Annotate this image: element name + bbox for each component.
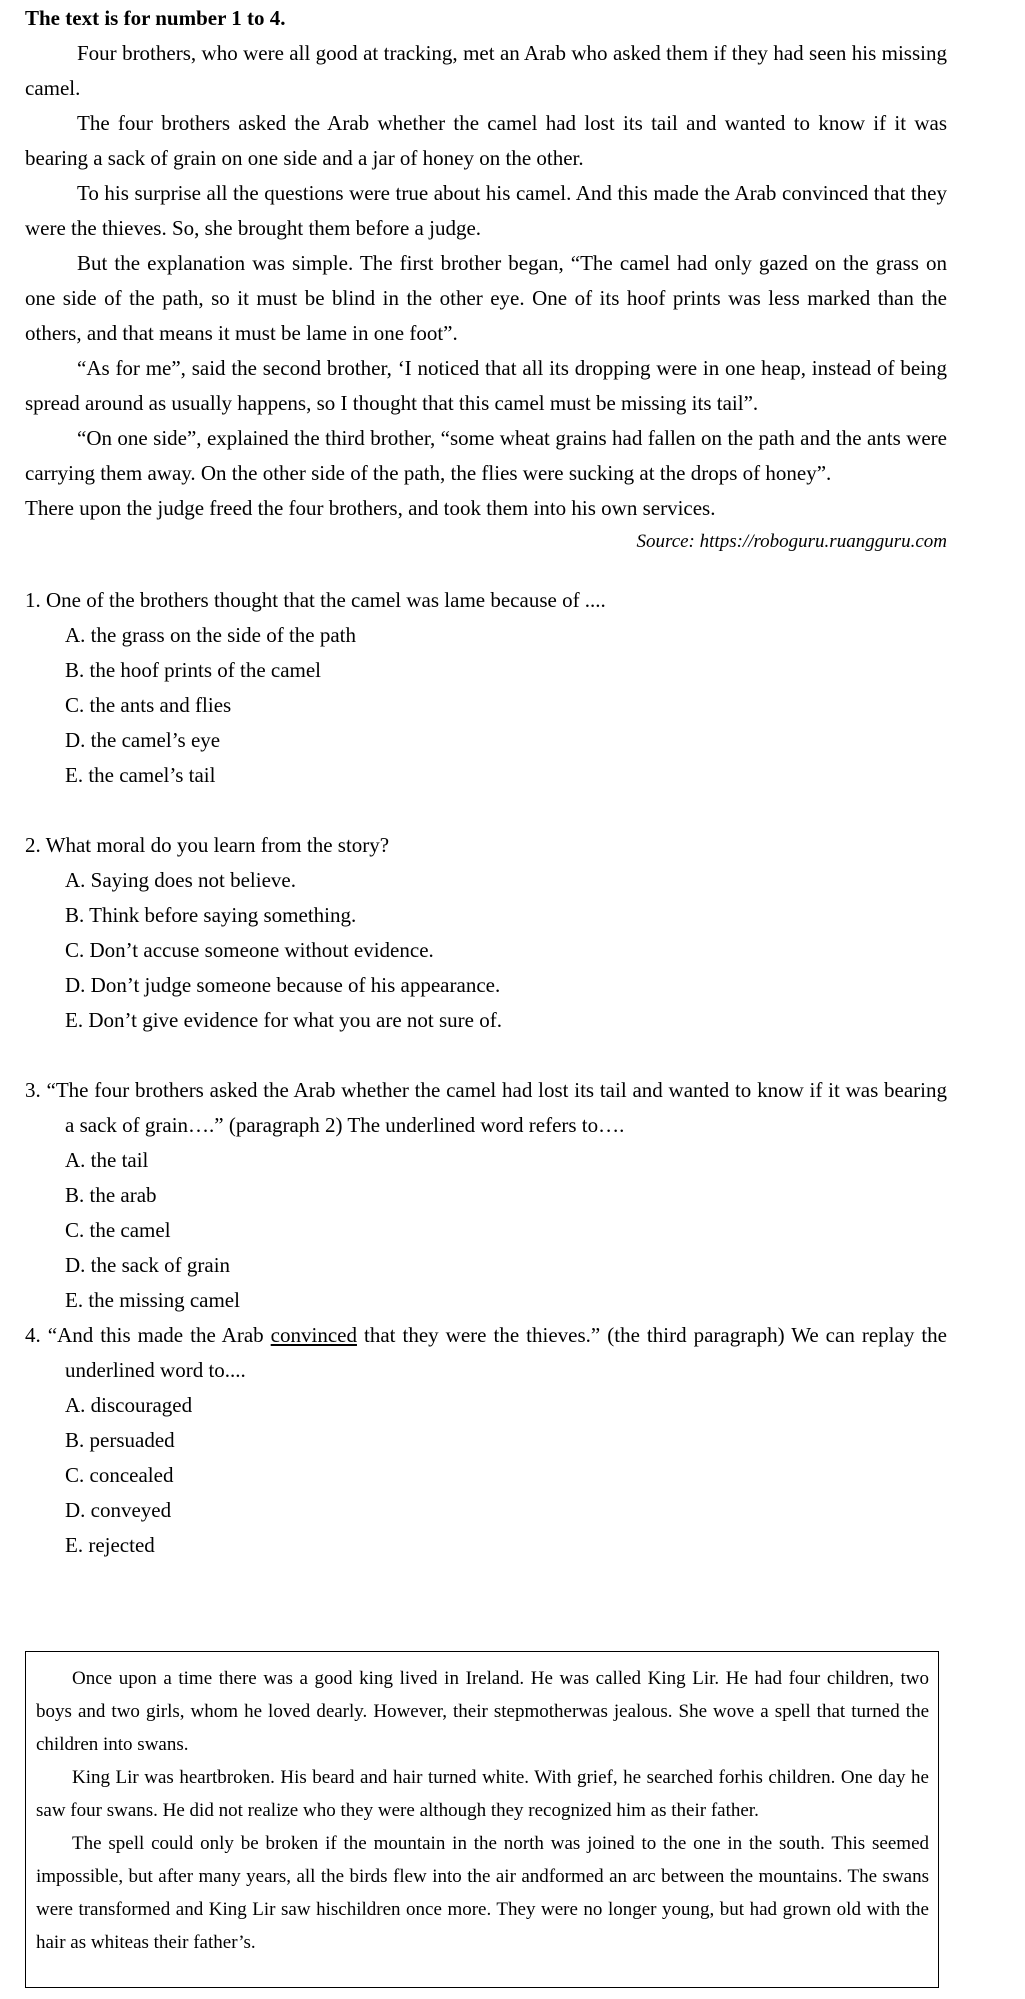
question-stem: 2. What moral do you learn from the story? [25, 833, 390, 857]
source-citation: Source: https://roboguru.ruangguru.com [636, 531, 947, 552]
answer-option[interactable]: A. the grass on the side of the path [65, 623, 357, 647]
answer-option[interactable]: D. conveyed [65, 1498, 172, 1522]
answer-option[interactable]: E. the camel’s tail [65, 763, 216, 787]
answer-option[interactable]: C. concealed [65, 1463, 174, 1487]
passage-paragraph-3: To his surprise all the questions were true about his camel. And this made the Arab convinced that they were the thieves. So, she brought them before a judge. [25, 181, 947, 240]
answer-option[interactable]: C. the camel [65, 1218, 171, 1242]
answer-option[interactable]: D. the sack of grain [65, 1253, 231, 1277]
king-lir-passage-box [25, 1651, 939, 1988]
box-paragraph-2: King Lir was heartbroken. His beard and hair turned white. With grief, he searched forhis children. One day he saw four swans. He did not realize who they were although they recognized him as their father. [36, 1767, 929, 1821]
passage-paragraph-5: “As for me”, said the second brother, ‘I noticed that all its dropping were in one heap, instead of being spread around as usually happens, so I thought that this camel must be missing its tail”. [25, 356, 947, 415]
passage-heading: The text is for number 1 to 4. [25, 6, 286, 30]
question-stem-before: 4. “And this made the Arab [25, 1323, 271, 1347]
box-paragraph-1: Once upon a time there was a good king lived in Ireland. He was called King Lir. He had four children, two boys and two girls, whom he loved dearly. However, their stepmotherwas jealous. She wove a spell that turned the children into swans. [36, 1668, 929, 1755]
answer-option[interactable]: C. the ants and flies [65, 693, 232, 717]
answer-option[interactable]: D. the camel’s eye [65, 728, 221, 752]
question-2 [25, 828, 947, 1038]
question-stem-after: that they were the thieves.” (the third paragraph) We can replay the underlined word to.... [65, 1323, 947, 1382]
answer-option[interactable]: B. persuaded [65, 1428, 175, 1452]
answer-option[interactable]: E. Don’t give evidence for what you are not sure of. [65, 1008, 502, 1032]
passage-paragraph-2: The four brothers asked the Arab whether the camel had lost its tail and wanted to know if it was bearing a sack of grain on one side and a jar of honey on the other. [25, 111, 947, 170]
question-stem [25, 1318, 947, 1388]
answer-option[interactable]: E. rejected [65, 1533, 155, 1557]
answer-option[interactable]: E. the missing camel [65, 1288, 240, 1312]
question-stem: 3. “The four brothers asked the Arab whether the camel had lost its tail and wanted to know if it was bearing a sack of grain….” (paragraph 2) The underlined word refers to…. [25, 1078, 947, 1137]
answer-option[interactable]: A. discouraged [65, 1393, 193, 1417]
answer-option[interactable]: A. Saying does not believe. [65, 868, 296, 892]
answer-option[interactable]: B. Think before saying something. [65, 903, 357, 927]
passage-paragraph-4: But the explanation was simple. The first brother began, “The camel had only gazed on the grass on one side of the path, so it must be blind in the other eye. One of its hoof prints was less marked than the others, and that means it must be lame in one foot”. [25, 251, 947, 345]
answer-option[interactable]: B. the arab [65, 1183, 157, 1207]
box-paragraph-3: The spell could only be broken if the mountain in the north was joined to the one in the south. This seemed impossible, but after many years, all the birds flew into the air andformed an arc between the mountains. The swans were transformed and King Lir saw hischildren once more. They were no longer young, but had grown old with the hair as whiteas their father’s. [36, 1833, 929, 1953]
passage-paragraph-6: “On one side”, explained the third brother, “some wheat grains had fallen on the path and the ants were carrying them away. On the other side of the path, the flies were sucking at the drops of honey”. [25, 426, 947, 485]
passage-closing: There upon the judge freed the four brothers, and took them into his own services. [25, 496, 716, 520]
answer-option[interactable]: B. the hoof prints of the camel [65, 658, 322, 682]
passage-paragraph-1: Four brothers, who were all good at tracking, met an Arab who asked them if they had seen his missing camel. [25, 41, 947, 100]
answer-option[interactable]: A. the tail [65, 1148, 149, 1172]
document-page [25, 0, 947, 1563]
question-1 [25, 583, 947, 793]
answer-option[interactable]: C. Don’t accuse someone without evidence. [65, 938, 434, 962]
question-4 [25, 1318, 947, 1563]
question-3 [25, 1073, 947, 1318]
question-stem: 1. One of the brothers thought that the camel was lame because of .... [25, 588, 606, 612]
answer-option[interactable]: D. Don’t judge someone because of his appearance. [65, 973, 501, 997]
underlined-word: convinced [270, 1323, 357, 1347]
